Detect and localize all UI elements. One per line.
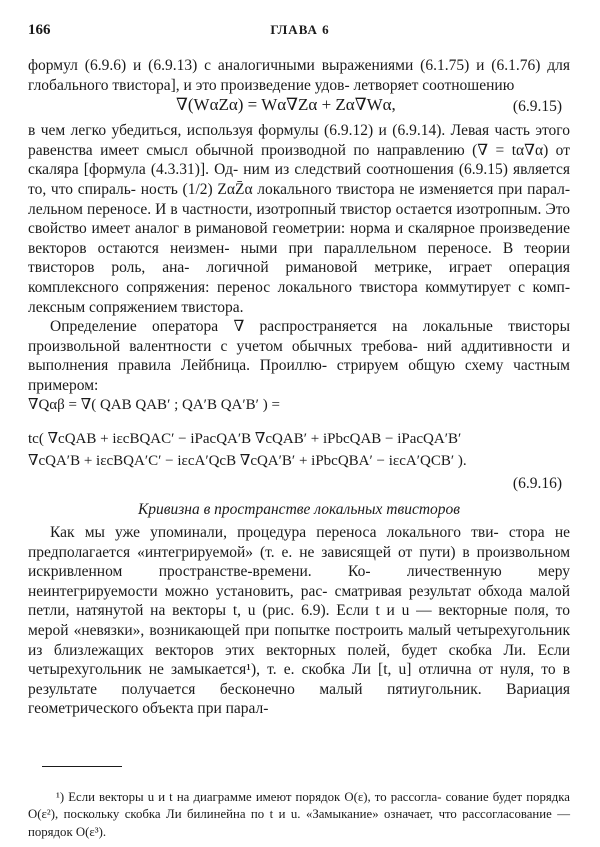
equation-line: ∇cQA′B + iεcBQA′C′ − iεcA′QcB ∇cQA′B′ + iPbcQBA′ − iεcA′QCB′ ). [28,452,467,469]
text-line: Если четырехугольник не замыкается¹), т. е. скобка Ли [t, u] [28,641,571,679]
text-line: норма и скалярное произведение векторов остаются неизмен- [28,220,570,257]
equation-6-9-15 [28,95,570,121]
footnote [28,789,570,842]
equation-number: (6.9.15) [512,98,562,116]
main-text [28,56,570,719]
text-line: лельном переносе. И в частности, изотропный твистор остается [28,200,453,218]
footnote-line: ¹) Если векторы u и t на диаграмме имеют порядок O(ε), то рассогла- [56,789,442,804]
paragraph-3 [28,317,570,395]
chapter-title: ГЛАВА 6 [270,22,330,37]
footnote-line: сование будет порядка O(ε²), поскольку скобка Ли билинейна по t и u. [28,789,570,822]
text-line: лексным сопряжением твистора. [28,298,244,316]
text-line: и (6.1.76) для глобального твистора], и это произведение удов- [28,57,571,94]
text-line: пути) в произвольном искривленном пространстве-времени. Ко- [28,543,571,581]
text-line: ним из следствий соотношения (6.9.15) является то, что спираль- [28,161,570,198]
paragraph-1 [28,56,570,95]
paragraph-2 [28,121,570,317]
text-line: стрируем общую схему частным примером: [28,357,570,394]
text-line: возникающей при попытке построить малый четырехугольник из [28,622,570,659]
equation-line: tc( ∇cQAB + iεcBQAC′ − iPacQA′B ∇cQAB′ + iPbcQAB − iPacQA′B′ [28,430,462,447]
equation-line: ∇Qαβ = ∇( QAB QAB′ ; QA′B QA′B′ ) = [28,396,280,413]
text-line: изотропным. Это свойство имеет аналог в римановой геометрии: [28,200,571,238]
text-line: формул (6.9.6) и (6.9.13) с аналогичными выражениями (6.1.75) [28,57,470,74]
footnote-line: «Замыкание» означает, что рассогласование — порядок O(ε³). [28,807,570,839]
text-line: ний аддитивности и выполнения правила Лейбница. Проиллю- [28,337,570,375]
text-line: ными при параллельном переносе. В теории твисторов роль, ана- [28,239,570,277]
text-line: близлежащих векторов этих векторных полей, будет скобка Ли. [53,641,527,659]
text-line: твисторы произвольной валентности с учетом обычных требова- [28,318,570,355]
equation-number: (6.9.16) [512,474,562,492]
text-line: отлична от нуля, то в результате получается бесконечно малый [28,661,571,698]
page-number: 166 [28,22,51,38]
text-line: Левая часть этого равенства имеет смысл обычной производной [28,122,571,159]
text-line: логичной римановой метрике, играет операция комплексного [28,259,570,296]
text-line: пятиугольник. Вариация геометрического объекта при парал- [28,680,571,718]
text-line: по направлению (∇ = tα∇α) от скаляра [формула (4.3.31)]. Од- [28,141,571,179]
section-heading: Кривизна в пространстве локальных твисторов [137,500,461,518]
equation-6-9-16 [28,396,570,494]
text-line: t, u (рис. 6.9). Если t и u — векторные поля, то мерой «невязки», [28,602,570,640]
running-header [28,22,572,42]
text-line: сопряжения: перенос локального твистора коммутирует с комп- [126,278,571,296]
text-line: в чем легко убедиться, используя формулы (6.9.12) и (6.9.14). [28,122,446,140]
text-line: летворяет соотношению [353,76,515,94]
footnote-divider [42,766,122,767]
paragraph-4 [28,523,570,719]
text-line: стора не предполагается «интегрируемой» (т. е. не зависящей от [28,524,570,561]
text-line: личественную меру неинтегрируемости можно установить, рас- [28,563,570,600]
text-line: Определение оператора ∇ распространяется на локальные [50,318,493,336]
equation-expression: ∇(WαZα) = Wα∇Zα + Zα∇Wα, [176,95,396,115]
text-line: ность (1/2) ZαZ̄α локального твистора не изменяется при парал- [140,180,571,198]
text-line: сматривая результат обхода малой петли, натянутой на векторы [28,582,570,620]
text-line: Как мы уже упоминали, процедура переноса локального тви- [50,524,499,542]
